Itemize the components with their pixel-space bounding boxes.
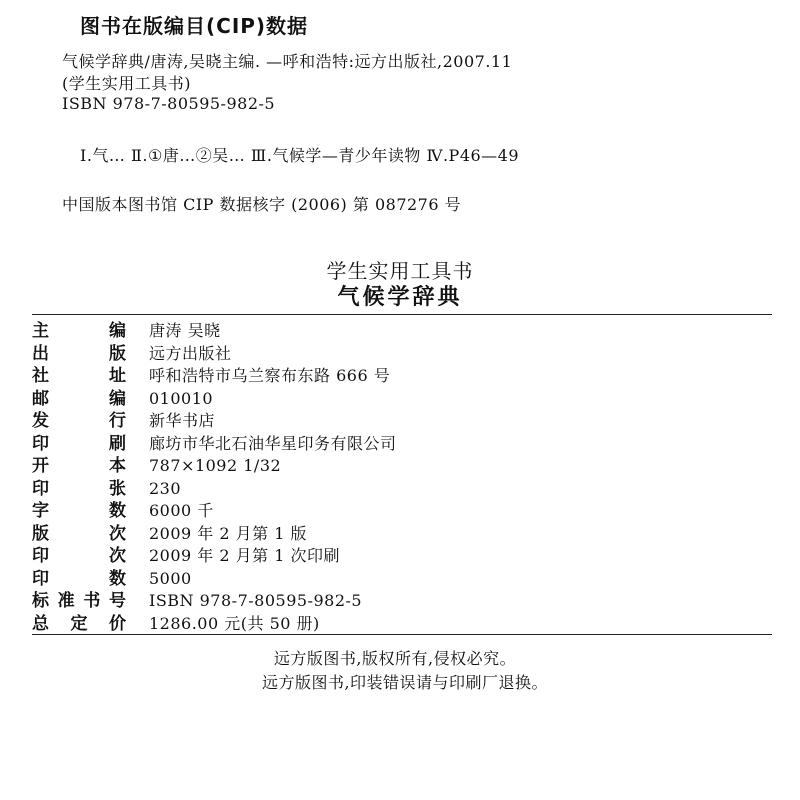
info-value: 廊坊市华北石油华星印务有限公司: [149, 433, 397, 453]
info-row: [32, 613, 772, 636]
info-value: 远方出版社: [149, 343, 232, 363]
info-value: 5000: [149, 568, 192, 588]
publication-info-table: [32, 320, 772, 635]
cip-isbn-line: ISBN 978-7-80595-982-5: [62, 94, 276, 113]
info-row: [32, 433, 772, 456]
bottom-divider: [32, 634, 772, 635]
cip-bibliographic-line: 气候学辞典/唐涛,吴晓主编. —呼和浩特:远方出版社,2007.11: [62, 52, 513, 71]
info-value: ISBN 978-7-80595-982-5: [149, 591, 363, 610]
info-value: 唐涛 吴晓: [149, 321, 221, 340]
info-value: 2009 年 2 月第 1 次印刷: [149, 546, 341, 565]
info-label: 印 张: [32, 478, 126, 499]
info-row: [32, 455, 772, 478]
info-label: 社 址: [32, 366, 126, 386]
info-row: [32, 410, 772, 433]
info-label: 印 次: [32, 546, 126, 566]
info-value: 6000 千: [149, 501, 214, 520]
info-value: 新华书店: [149, 411, 216, 430]
cip-record-number-line: 中国版本图书馆 CIP 数据核字 (2006) 第 087276 号: [62, 195, 462, 214]
info-label: 出 版: [32, 343, 126, 364]
info-label: 字 数: [32, 501, 126, 521]
info-label: 印 刷: [32, 433, 126, 454]
info-row: [32, 478, 772, 501]
info-row: [32, 343, 772, 366]
info-row: [32, 545, 772, 568]
info-value: 1286.00 元(共 50 册): [149, 613, 320, 633]
top-divider: [32, 314, 772, 315]
info-value: 呼和浩特市乌兰察布东路 666 号: [149, 366, 391, 385]
info-value: 787×1092 1/32: [149, 456, 282, 475]
book-title: 气候学辞典: [337, 285, 463, 310]
info-row: [32, 590, 772, 613]
info-value: 010010: [149, 388, 214, 408]
info-label: 标 准 书 号: [32, 591, 126, 611]
info-row: [32, 568, 772, 591]
info-value: 230: [149, 478, 182, 498]
info-row: [32, 320, 772, 343]
info-label: 印 数: [32, 568, 126, 589]
info-label: 总 定 价: [32, 613, 126, 634]
cip-classification-line: Ⅰ.气… Ⅱ.①唐…②吴… Ⅲ.气候学—青少年读物 Ⅳ.P46—49: [80, 146, 520, 165]
info-row: [32, 365, 772, 388]
cip-series-line: (学生实用工具书): [62, 74, 191, 93]
cip-heading: 图书在版编目(CIP)数据: [80, 14, 309, 38]
info-label: 发 行: [32, 411, 126, 431]
series-title: 学生实用工具书: [326, 259, 474, 283]
info-label: 主 编: [32, 321, 126, 341]
info-row: [32, 388, 772, 411]
info-row: [32, 500, 772, 523]
info-label: 开 本: [32, 456, 126, 476]
info-label: 版 次: [32, 523, 126, 544]
info-label: 邮 编: [32, 388, 126, 409]
misprint-return-notice: 远方版图书,印装错误请与印刷厂退换。: [261, 673, 549, 692]
info-row: [32, 523, 772, 546]
info-value: 2009 年 2 月第 1 版: [149, 523, 308, 543]
copyright-notice: 远方版图书,版权所有,侵权必究。: [273, 649, 517, 668]
